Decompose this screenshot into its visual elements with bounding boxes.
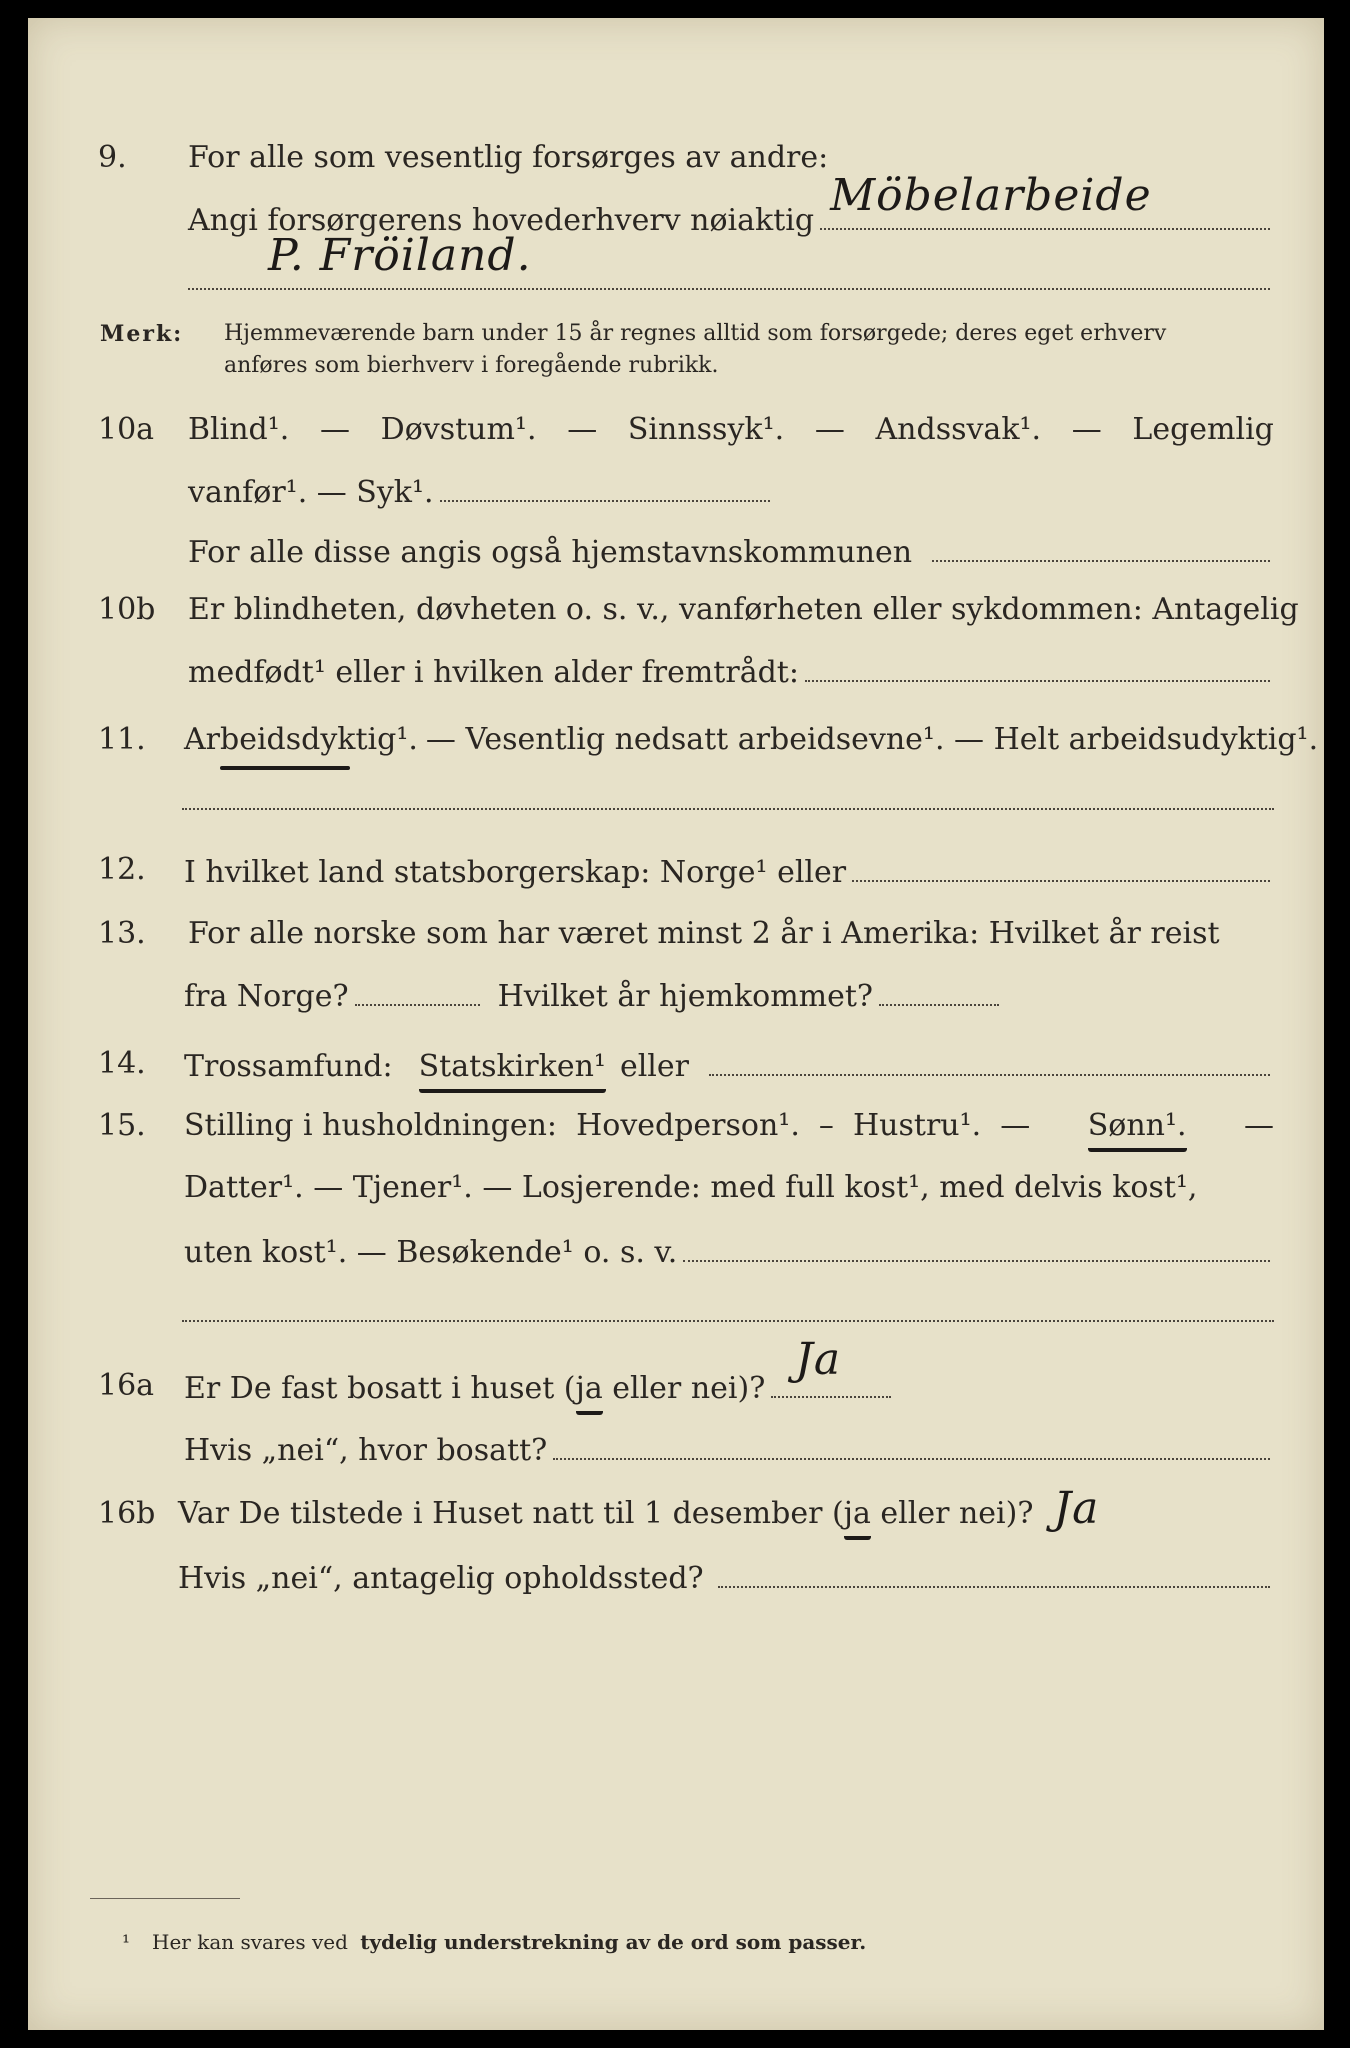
- q15-answer-line[interactable]: [683, 1230, 1270, 1262]
- q9-handwritten-occupation: Möbelarbeide: [830, 170, 1152, 221]
- footnote-rule: [90, 1898, 240, 1899]
- q11-answer-line[interactable]: [182, 808, 1274, 810]
- q10a-option-andssvak[interactable]: Andssvak¹.: [875, 412, 1042, 447]
- q13-year-left-line[interactable]: [355, 974, 480, 1006]
- q14-option-statskirken[interactable]: Statskirken¹: [419, 1047, 606, 1093]
- q10a-number: 10a: [98, 412, 155, 447]
- q16b-number: 16b: [98, 1496, 156, 1531]
- q10a-dash: —: [1071, 412, 1102, 447]
- q14-answer-line[interactable]: [709, 1044, 1270, 1076]
- q16a-number: 16a: [98, 1368, 155, 1403]
- q15-text-3: uten kost¹. — Besøkende¹ o. s. v.: [184, 1235, 678, 1270]
- q12-number: 12.: [98, 852, 146, 887]
- q11-rest: — Vesentlig nedsatt arbeidsevne¹. — Helt arbeidsudyktig¹.: [425, 722, 1319, 757]
- q10a-dash: —: [814, 412, 845, 447]
- q16b-handwritten-answer: Ja: [1053, 1483, 1100, 1534]
- q11-handwritten-underline: [220, 766, 350, 770]
- q10b-text-2: medfødt¹ eller i hvilken alder fremtrådt:: [188, 655, 799, 690]
- merk-text-2: anføres som bierhverv i foregående rubrikk.: [224, 353, 719, 378]
- q14-rest: eller: [619, 1049, 689, 1084]
- q12-text: I hvilket land statsborgerskap: Norge¹ eller: [184, 855, 847, 890]
- q10a-option-legemlig[interactable]: Legemlig: [1132, 412, 1274, 447]
- footnote-text: Her kan svares ved: [152, 1930, 348, 1954]
- q16a-text-pre: Er De fast bosatt i huset (: [184, 1371, 576, 1406]
- q10a-options: [188, 410, 1274, 450]
- q10b-text-1: Er blindheten, døvheten o. s. v., vanførheten eller sykdommen: Antagelig: [188, 592, 1299, 627]
- q15-text-2: Datter¹. — Tjener¹. — Losjerende: med full kost¹, med delvis kost¹,: [184, 1170, 1198, 1205]
- q10a-dash: —: [567, 412, 598, 447]
- q9-number: 9.: [98, 140, 127, 175]
- q13-text-2b: Hvilket år hjemkommet?: [497, 979, 874, 1014]
- q16a-handwritten-answer: Ja: [795, 1334, 842, 1385]
- q16a-option-ja[interactable]: ja: [576, 1369, 603, 1415]
- q9-text-2: Angi forsørgerens hovederhverv nøiaktig: [188, 203, 815, 238]
- q9-answer-line[interactable]: [820, 170, 1270, 230]
- footnote-mark: ¹: [122, 1930, 131, 1954]
- q16b-location-line[interactable]: [718, 1556, 1270, 1588]
- q11-option-label: Arbeidsdyktig¹.: [184, 722, 418, 757]
- q9-text-1: For alle som vesentlig forsørges av andre:: [188, 140, 829, 175]
- q16a-answer-line[interactable]: [771, 1334, 891, 1398]
- q13-text-1: For alle norske som har været minst 2 år i Amerika: Hvilket år reist: [188, 916, 1220, 951]
- q14-label: Trossamfund:: [184, 1049, 393, 1084]
- q16b-text-pre: Var De tilstede i Huset natt til 1 desember (: [178, 1496, 844, 1531]
- q10a-hometown-line[interactable]: [932, 530, 1270, 562]
- q16a-text-2: Hvis „nei“, hvor bosatt?: [184, 1433, 548, 1468]
- q9-answer-line-2[interactable]: [188, 230, 1270, 290]
- census-form-page: [28, 18, 1324, 2030]
- q14-number: 14.: [98, 1046, 146, 1081]
- q10a-option-blind[interactable]: Blind¹.: [188, 412, 290, 447]
- q13-text-2a: fra Norge?: [184, 979, 349, 1014]
- footnote-bold-text: tydelig understrekning av de ord som passer.: [360, 1930, 867, 1954]
- q16b-text-2: Hvis „nei“, antagelig opholdssted?: [178, 1561, 704, 1596]
- q10a-text-2: vanfør¹. — Syk¹.: [188, 475, 434, 510]
- q10a-text-3: For alle disse angis også hjemstavnskommunen: [188, 535, 913, 570]
- q11-option-arbeidsdyktig[interactable]: [184, 720, 418, 766]
- q13-number: 13.: [98, 916, 146, 951]
- q13-year-returned-line[interactable]: [879, 974, 999, 1006]
- q15-text-1a: Stilling i husholdningen: Hovedperson¹. – Hustru¹. —: [184, 1108, 1031, 1143]
- q9-handwritten-employer: P. Fröiland.: [268, 230, 532, 281]
- q10a-option-dovstum[interactable]: Døvstum¹.: [380, 412, 537, 447]
- q10a-answer-line[interactable]: [440, 470, 770, 502]
- q15-number: 15.: [98, 1108, 146, 1143]
- q10a-dash: —: [320, 412, 350, 447]
- q16a-residence-line[interactable]: [553, 1428, 1270, 1460]
- q10b-answer-line[interactable]: [805, 650, 1270, 682]
- q15-answer-line-2[interactable]: [182, 1320, 1274, 1322]
- q10b-number: 10b: [98, 592, 156, 627]
- q15-text-1b: —: [1243, 1108, 1274, 1143]
- q16a-text-post: eller nei)?: [602, 1371, 766, 1406]
- q16b-text-post: eller nei)?: [870, 1496, 1034, 1531]
- merk-label: Merk:: [100, 321, 184, 347]
- q10a-option-sinnssyk[interactable]: Sinnssyk¹.: [627, 412, 785, 447]
- q11-number: 11.: [98, 722, 146, 757]
- q16b-option-ja[interactable]: ja: [844, 1494, 871, 1540]
- q12-answer-line[interactable]: [852, 850, 1270, 882]
- q15-option-sonn[interactable]: Sønn¹.: [1088, 1106, 1187, 1152]
- merk-text-1: Hjemmeværende barn under 15 år regnes alltid som forsørgede; deres eget erhverv: [224, 321, 1167, 346]
